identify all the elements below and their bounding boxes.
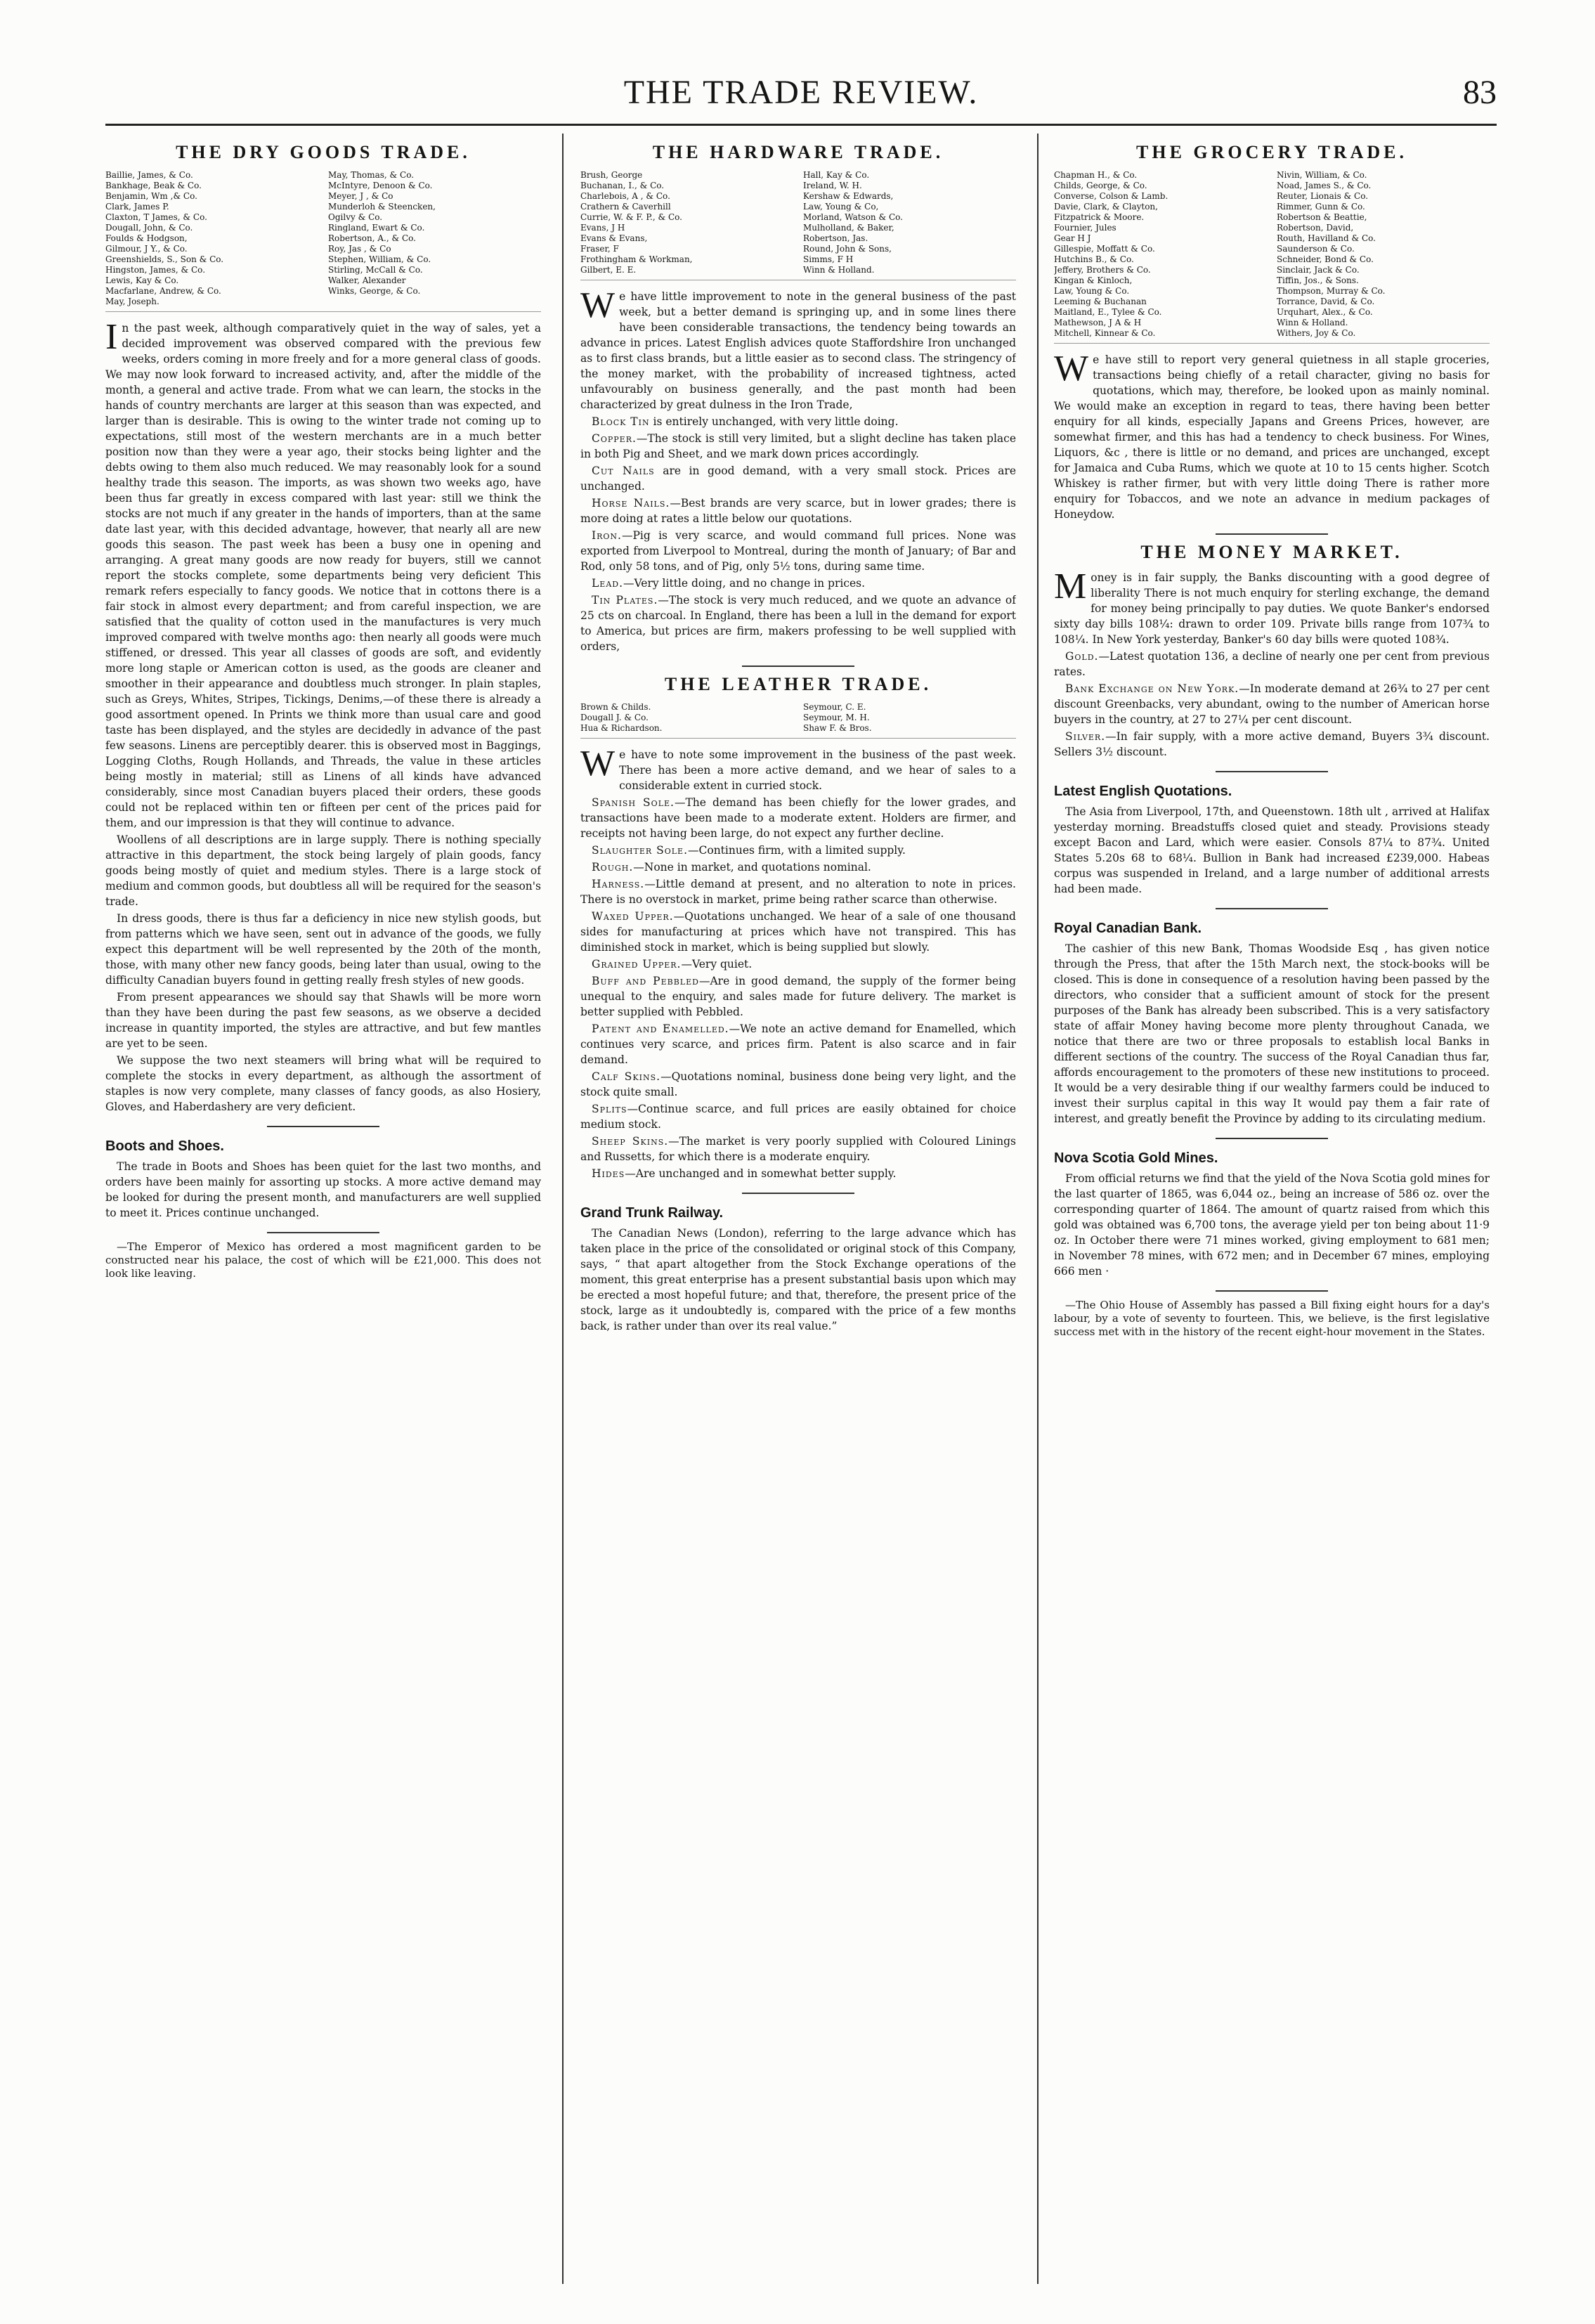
hardware-intro: We have little improvement to note in the general business of the past week, but a better demand is springing up, and in some lines there have been considerable transactions, the tendency being towards an advance in prices. Latest English advices quote Staffordshire Iron unchanged as to first class brands, but a little easier as to second class. The stringency of the money market, with the probability of increased tightness, acted unfavourably on business generally, and the past month had been characterized by great dulness in the Iron Trade, — [580, 285, 1016, 411]
item-label: Block Tin — [592, 415, 650, 428]
money-heading: THE MONEY MARKET. — [1140, 542, 1403, 562]
leather-item — [580, 1134, 1016, 1164]
name: Stirling, McCall & Co. — [328, 265, 423, 275]
name: Winn & Holland. — [1277, 318, 1348, 327]
section-divider — [267, 1232, 379, 1233]
name: Roy, Jas , & Co — [328, 244, 391, 254]
name: Benjamin, Wm ,& Co. — [105, 191, 197, 201]
name: Round, John & Sons, — [803, 244, 892, 254]
item-text: —The market is very poorly supplied with Coloured Linings and Russetts, for which there is a moderate enquiry. — [580, 1135, 1016, 1163]
masthead — [105, 73, 1497, 122]
dry-goods-paragraph: From present appearances we should say that Shawls will be more worn than they have been during the past few seasons, as we observe a decided increase in quantity imported, the styles are attractive, and but few mantles are yet to be seen. — [105, 991, 541, 1050]
item-label: Slaughter Sole. — [592, 844, 688, 857]
name: Sinclair, Jack & Co. — [1277, 265, 1360, 275]
name: Morland, Watson & Co. — [803, 212, 903, 222]
english-quotations-text: The Asia from Liverpool, 17th, and Queenstown. 18th ult , arrived at Halifax yesterday morning. Breadstuffs closed quiet and steady. Provisions steady except Bacon and Lard, which were easier. Consols 87¼ to 87¾. United States 5.20s 68 to 68¼. Bullion in Bank had increased £239,000. Habeas corpus was suspended in Ireland, and a large number of additional arrests had been made. — [1054, 805, 1490, 895]
name: Fraser, F — [580, 244, 619, 254]
grocery-names — [1054, 170, 1490, 344]
leather-heading: THE LEATHER TRADE. — [664, 674, 932, 694]
leather-names — [580, 702, 1016, 739]
item-text: —Are in good demand, the supply of the former being unequal to the enquiry, and sales made for future delivery. The market is better supplied with Pebbled. — [580, 975, 1016, 1018]
item-text: —None in market, and quotations nominal. — [633, 861, 871, 874]
name: Noad, James S., & Co. — [1277, 181, 1372, 190]
hardware-names — [580, 170, 1016, 280]
leather-item — [580, 795, 1016, 841]
name: Gear H J — [1054, 233, 1091, 243]
item-label: Cut Nails — [592, 465, 655, 477]
name: Frothingham & Workman, — [580, 254, 693, 264]
section-divider — [267, 1126, 379, 1127]
leather-item — [580, 1069, 1016, 1100]
name-list-left — [580, 702, 793, 734]
name: Ireland, W. H. — [803, 181, 862, 190]
name: Nivin, William, & Co. — [1277, 170, 1367, 180]
name: Thompson, Murray & Co. — [1277, 286, 1386, 296]
boots-heading: Boots and Shoes. — [105, 1138, 224, 1154]
item-text: —We note an active demand for Enamelled, which continues very scarce, and prices firm. Patent is also scarce and in fair demand. — [580, 1023, 1016, 1066]
name: Kershaw & Edwards, — [803, 191, 894, 201]
money-intro: Money is in fair supply, the Banks discounting with a good degree of liberality There is not much enquiry for sterling exchange, the demand for money being principally to pay duties. We quote Banker's endorsed sixty day bills 108¼: drawn to order 109. Private bills range from 107¾ to 108¼. In New York yesterday, Banker's 60 day bills were quoted 108¾. — [1054, 566, 1490, 646]
name: Urquhart, Alex., & Co. — [1277, 307, 1373, 317]
name: Seymour, C. E. — [803, 702, 866, 712]
name: May, Joseph. — [105, 297, 160, 306]
leather-item — [580, 909, 1016, 955]
name: Walker, Alexander — [328, 275, 406, 285]
item-label: Buff and Pebbled — [592, 975, 699, 987]
name-list-right — [803, 170, 1016, 275]
name: Charlebois, A , & Co. — [580, 191, 670, 201]
leather-item — [580, 973, 1016, 1020]
name: Robertson, Jas. — [803, 233, 868, 243]
item-text: —Very little doing, and no change in prices. — [623, 577, 866, 590]
name: Currie, W. & F. P., & Co. — [580, 212, 682, 222]
item-text: —The demand has been chiefly for the lower grades, and transactions have been made to a moderate extent. Holders are firmer, and receipts not having been large, do not expect any further decline. — [580, 796, 1016, 840]
grand-trunk-text: The Canadian News (London), referring to the large advance which has taken place in the price of the consolidated or original stock of this Company, says, “ that apart altogether from the Stock Exchange operations of the moment, this great enterprise has a present substantial basis upon which may be erected a most hopeful future; and that, therefore, the present price of the stock, large as it undoubtedly is, compared with the price of a few months back, is rather under than over its real value.” — [580, 1227, 1016, 1332]
royal-bank-heading: Royal Canadian Bank. — [1054, 921, 1202, 936]
column-rule-1 — [562, 134, 564, 2284]
name: Schneider, Bond & Co. — [1277, 254, 1374, 264]
name: Robertson, David, — [1277, 223, 1354, 233]
leather-item — [580, 1101, 1016, 1132]
name: Gilbert, E. E. — [580, 265, 637, 275]
item-label: Bank Exchange on New York. — [1065, 682, 1239, 695]
name: Mathewson, J A & H — [1054, 318, 1142, 327]
item-label: Grained Upper. — [592, 958, 682, 971]
name: Rimmer, Gunn & Co. — [1277, 202, 1365, 212]
name: Foulds & Hodgson, — [105, 233, 188, 243]
money-item — [1054, 649, 1490, 680]
name: Simms, F H — [803, 254, 854, 264]
name: Evans, J H — [580, 223, 625, 233]
dry-goods-paragraph: Woollens of all descriptions are in large supply. There is nothing specially attractive in this department, the stock being largely of plain goods, fancy goods being mostly of quiet and medium styles. There is a large stock of medium and common goods, but doubtless all will be required for the season's trade. — [105, 833, 541, 908]
name: Seymour, M. H. — [803, 713, 870, 722]
name: Withers, Joy & Co. — [1277, 328, 1356, 338]
name: Bankhage, Beak & Co. — [105, 181, 202, 190]
item-label: Sheep Skins. — [592, 1135, 669, 1148]
section-divider — [1216, 908, 1328, 909]
item-text: —Quotations unchanged. We hear of a sale of one thousand sides for manufacturing at prices which have not transpired. This has diminished stock in market, which is being supplied but slowly. — [580, 910, 1016, 954]
section-divider — [742, 666, 854, 667]
item-text: —Are unchanged and in somewhat better supply. — [625, 1167, 897, 1180]
item-label: Iron. — [592, 529, 622, 542]
leather-intro: We have to note some improvement in the business of the past week. There has been a more active demand, and we hear of sales to a considerable extent in curried stock. — [580, 744, 1016, 792]
item-text: —Latest quotation 136, a decline of nearly one per cent from previous rates. — [1054, 650, 1490, 678]
name-list-right — [328, 170, 541, 307]
name: Jeffery, Brothers & Co. — [1054, 265, 1151, 275]
name: May, Thomas, & Co. — [328, 170, 415, 180]
name: Winn & Holland. — [803, 265, 875, 275]
item-label: Hides — [592, 1167, 625, 1180]
column-hardware-leather — [580, 138, 1016, 2281]
name: Clark, James P. — [105, 202, 169, 212]
item-label: Gold. — [1065, 650, 1099, 663]
name: Brush, George — [580, 170, 643, 180]
name: Baillie, James, & Co. — [105, 170, 193, 180]
item-text: —Continue scarce, and full prices are easily obtained for choice medium stock. — [580, 1103, 1016, 1131]
leather-item — [580, 956, 1016, 972]
hardware-item — [580, 431, 1016, 462]
dry-goods-paragraph: In dress goods, there is thus far a deficiency in nice new stylish goods, but from patterns which we have seen, sent out in advance of the goods, we fully expect this department will be well represented by the 20th of the month, those, with many other new fancy goods, being later than usual, owing to the difficulty Canadian buyers found in getting really fresh styles of new goods. — [105, 912, 541, 987]
name: Meyer, J , & Co — [328, 191, 393, 201]
name: Gillespie, Moffatt & Co. — [1054, 244, 1155, 254]
name: Kingan & Kinloch, — [1054, 275, 1133, 285]
item-label: Lead. — [592, 577, 624, 590]
name-list-left — [580, 170, 793, 275]
grocery-heading: THE GROCERY TRADE. — [1136, 142, 1407, 162]
column-dry-goods — [105, 138, 541, 2281]
royal-bank-text: The cashier of this new Bank, Thomas Woodside Esq , has given notice through the Press, that after the 15th March next, the stock-books will be closed. This is done in consequence of a resolution having been passed by the directors, who consider that a sufficient amount of stock for the present purposes of the Bank has already been subscribed. This is a very satisfactory state of affair Money having become more plenty throughout Canada, we notice that there are two or three proposals to establish local Banks in different sections of the country. The success of the Royal Canadian thus far, affords encouragement to the promoters of these new institutions to proceed. It would be a very desirable thing if our wealthy farmers could be induced to invest their surplus capital in this way It would pay them a fair rate of interest, and greatly benefit the Province by adding to its circulating medium. — [1054, 942, 1490, 1125]
section-divider — [1216, 533, 1328, 535]
name: Saunderson & Co. — [1277, 244, 1355, 254]
leather-item — [580, 843, 1016, 858]
column-grocery-money — [1054, 138, 1490, 2281]
name: Claxton, T James, & Co. — [105, 212, 207, 222]
name: Hua & Richardson. — [580, 723, 663, 733]
hardware-item — [580, 528, 1016, 574]
name: Munderloh & Steencken, — [328, 202, 436, 212]
mexico-note: —The Emperor of Mexico has ordered a most magnificent garden to be constructed near his palace, the cost of which will be £21,000. This does not look like leaving. — [105, 1240, 541, 1280]
name: Childs, George, & Co. — [1054, 181, 1147, 190]
nova-scotia-text: From official returns we find that the yield of the Nova Scotia gold mines for the last quarter of 1865, was 6,044 oz., being an increase of 586 oz. over the corresponding quarter of 1864. The amount of quartz raised from which this gold was obtained was 6,700 tons, the average yield per ton being about 11·9 oz. In October there were 71 mines worked, giving employment to 681 men; in November 78 mines, with 672 men; and in December 67 mines, employing 666 men · — [1054, 1172, 1490, 1278]
name: Macfarlane, Andrew, & Co. — [105, 286, 221, 296]
item-text: —Continues firm, with a limited supply. — [688, 844, 906, 857]
name: Law, Young & Co, — [803, 202, 879, 212]
grand-trunk-heading: Grand Trunk Railway. — [580, 1205, 724, 1221]
item-text: —Quotations nominal, business done being very light, and the stock quite small. — [580, 1070, 1016, 1098]
hardware-item — [580, 414, 1016, 429]
name: Hingston, James, & Co. — [105, 265, 206, 275]
name: Evans & Evans, — [580, 233, 648, 243]
hardware-item — [580, 495, 1016, 526]
name: Law, Young & Co. — [1054, 286, 1130, 296]
boots-text: The trade in Boots and Shoes has been quiet for the last two months, and orders have been mainly for assorting up stocks. A more active demand may be looked for during the present month, and manufacturers are well supplied to meet it. Prices continue unchanged. — [105, 1160, 541, 1219]
name: Dougall, John, & Co. — [105, 223, 193, 233]
money-item — [1054, 729, 1490, 760]
item-label: Tin Plates. — [592, 594, 658, 606]
name: McIntyre, Denoon & Co. — [328, 181, 433, 190]
dry-goods-paragraph: We suppose the two next steamers will bring what will be required to complete the stocks in every department, as although the assortment of staples is now very complete, many classes of fancy goods, as also Hosiery, Gloves, and Haberdashery are very deficient. — [105, 1054, 541, 1113]
name: Mulholland, & Baker, — [803, 223, 894, 233]
name: Fitzpatrick & Moore. — [1054, 212, 1145, 222]
english-quotations-heading: Latest English Quotations. — [1054, 784, 1232, 799]
grocery-text: We have still to report very general quietness in all staple groceries, transactions being chiefly of a retail character, giving no basis for quotations, which may, therefore, be looked upon as mainly nominal. We would make an exception in regard to teas, there having been better enquiry for all kinds, especially Japans and Greens Prices, however, are somewhat firmer, and this has had a tendency to check business. For Wines, Liquors, &c , there is little or no demand, and prices are unchanged, except for Jamaica and Cuba Rums, which we quote at 10 to 15 cents higher. Scotch Whiskey is rather firmer, but with very little doing There is rather more enquiry for Tobaccos, and we note an advance in medium packages of Honeydow. — [1054, 349, 1490, 521]
name: Fournier, Jules — [1054, 223, 1116, 233]
name-list-right — [803, 702, 1016, 734]
name: Chapman H., & Co. — [1054, 170, 1138, 180]
name: Ringland, Ewart & Co. — [328, 223, 425, 233]
leather-item — [580, 1021, 1016, 1067]
page-number: 83 — [1463, 74, 1497, 111]
name: Shaw F. & Bros. — [803, 723, 872, 733]
hardware-item — [580, 463, 1016, 494]
name: Dougall J. & Co. — [580, 713, 649, 722]
name-list-right — [1277, 170, 1490, 339]
name-list-left — [105, 170, 318, 307]
item-text: —The stock is still very limited, but a slight decline has taken place in both Pig and Sheet, and we mark down prices accordingly. — [580, 432, 1016, 460]
item-text: —Pig is very scarce, and would command full prices. None was exported from Liverpool to Montreal, during the month of January; of Bar and Rod, only 58 tons, and of Pig, only 5½ tons, during same time. — [580, 529, 1016, 573]
name: Brown & Childs. — [580, 702, 651, 712]
item-text: —Little demand at present, and no alteration to note in prices. There is no overstock in market, prime being rather scarce than otherwise. — [580, 878, 1016, 906]
section-divider — [1216, 1138, 1328, 1139]
masthead-rule — [105, 124, 1497, 126]
leather-item — [580, 876, 1016, 907]
item-text: —In fair supply, with a more active demand, Buyers 3¾ discount. Sellers 3½ discount. — [1054, 730, 1490, 758]
dry-goods-names — [105, 170, 541, 312]
name: Hutchins B., & Co. — [1054, 254, 1134, 264]
dry-goods-heading: THE DRY GOODS TRADE. — [176, 142, 471, 162]
item-label: Splits — [592, 1103, 627, 1115]
name: Lewis, Kay & Co. — [105, 275, 179, 285]
item-label: Horse Nails. — [592, 497, 670, 509]
name: Winks, George, & Co. — [328, 286, 421, 296]
item-text: —Best brands are very scarce, but in lower grades; there is more doing at rates a little below our quotations. — [580, 497, 1016, 525]
item-text: —In moderate demand at 26¾ to 27 per cent discount Greenbacks, very abundant, owing to the number of American horse buyers in the country, at 27 to 27¼ per cent discount. — [1054, 682, 1490, 726]
name: Robertson, A., & Co. — [328, 233, 416, 243]
name: Ogilvy & Co. — [328, 212, 383, 222]
hardware-item — [580, 576, 1016, 591]
name: Reuter, Lionais & Co. — [1277, 191, 1369, 201]
name: Robertson & Beattie, — [1277, 212, 1367, 222]
item-label: Waxed Upper. — [592, 910, 674, 923]
name: Leeming & Buchanan — [1054, 297, 1147, 306]
newspaper-title: THE TRADE REVIEW. — [623, 74, 979, 111]
section-divider — [1216, 1290, 1328, 1292]
name: Davie, Clark, & Clayton, — [1054, 202, 1158, 212]
item-label: Copper. — [592, 432, 637, 445]
name: Tiffin, Jos., & Sons. — [1277, 275, 1359, 285]
money-item — [1054, 681, 1490, 727]
name-list-left — [1054, 170, 1267, 339]
hardware-heading: THE HARDWARE TRADE. — [652, 142, 944, 162]
name: Converse, Colson & Lamb. — [1054, 191, 1168, 201]
name: Mitchell, Kinnear & Co. — [1054, 328, 1156, 338]
name: Routh, Havilland & Co. — [1277, 233, 1376, 243]
item-label: Harness. — [592, 878, 645, 890]
item-label: Silver. — [1065, 730, 1106, 743]
item-label: Rough. — [592, 861, 634, 874]
item-label: Calf Skins. — [592, 1070, 661, 1083]
leather-item — [580, 1166, 1016, 1181]
name: Hall, Kay & Co. — [803, 170, 870, 180]
hardware-item — [580, 592, 1016, 654]
item-text: is entirely unchanged, with very little doing. — [649, 415, 899, 428]
name: Crathern & Caverhill — [580, 202, 671, 212]
name: Greenshields, S., Son & Co. — [105, 254, 224, 264]
name: Buchanan, I., & Co. — [580, 181, 665, 190]
name: Torrance, David, & Co. — [1277, 297, 1375, 306]
column-rule-2 — [1037, 134, 1039, 2284]
name: Gilmour, J Y., & Co. — [105, 244, 188, 254]
name: Stephen, William, & Co. — [328, 254, 431, 264]
nova-scotia-heading: Nova Scotia Gold Mines. — [1054, 1150, 1218, 1166]
item-label: Patent and Enamelled. — [592, 1023, 729, 1035]
item-text: —Very quiet. — [681, 958, 753, 971]
section-divider — [742, 1193, 854, 1194]
name: Maitland, E., Tylee & Co. — [1054, 307, 1162, 317]
item-text: —The stock is very much reduced, and we quote an advance of 25 cts on charcoal. In England, there has been a lull in the demand for export to America, but prices are firm, makers professing to be well supplied with orders, — [580, 594, 1016, 653]
leather-item — [580, 859, 1016, 875]
item-text: are in good demand, with a very small stock. Prices are unchanged. — [580, 465, 1016, 493]
item-label: Spanish Sole. — [592, 796, 675, 809]
section-divider — [1216, 771, 1328, 772]
dry-goods-paragraph: In the past week, although comparatively quiet in the way of sales, yet a decided improvement was observed compared with the previous few weeks, orders coming in more freely and for a more general class of goods. We may now look forward to increased activity, and, after the middle of the month, a general and active trade. From what we can learn, the stocks in the hands of country merchants are larger at this season than was expected, and larger than is desirable. This is owing to the winter trade not coming up to expectations, still most of the western merchants are in a much better position now than they were a year ago, their stocks being lighter and the debts owing to them also much reduced. We may reasonably look for a sound healthy trade this season. The imports, as was shown two weeks ago, have been thus far greatly in excess compared with last year: still we think the stocks are not much if any greater in the hands of importers, than at the same date last year, with this decided advantage, however, that nearly all are new goods this season. The past week has been a busy one in opening and arranging. A great many goods are now ready for buyers, still we cannot report the stocks complete, some departments being very deficient This remark refers especially to fancy goods. We notice that in cottons there is a fair stock in almost every department; and from careful inspection, we are satisfied that the quality of cotton used in the manufactures is very much improved compared with twelve months ago: then nearly all goods were much stiffened, or dressed. This year all classes of goods are soft, and evidently more long staple or American cotton is used, as the goods are cleaner and smoother in their appearance and doubtless much stronger. In plain staples, such as Greys, Whites, Stripes, Tickings, Denims,—of these there is already a good assortment opened. In Prints we think more than usual care and good taste has been displayed, and the styles are decidedly in advance of the past few seasons. Linens are perceptibly dearer. this is observed most in Baggings, Logging Cloths, Rough Hollands, and Threads, the value in these articles being mostly in material; still as Linens of all kinds have advanced considerably, since most Canadian buyers placed their orders, these goods could not be replaced within ten or fifteen per cent of the prices paid for them, and our impression is that they will continue to advance. — [105, 317, 541, 829]
ohio-note: —The Ohio House of Assembly has passed a Bill fixing eight hours for a day's labour, by a vote of seventy to fourteen. This, we believe, is the first legislative success met with in the history of the recent eight-hour movement in the States. — [1054, 1299, 1490, 1338]
